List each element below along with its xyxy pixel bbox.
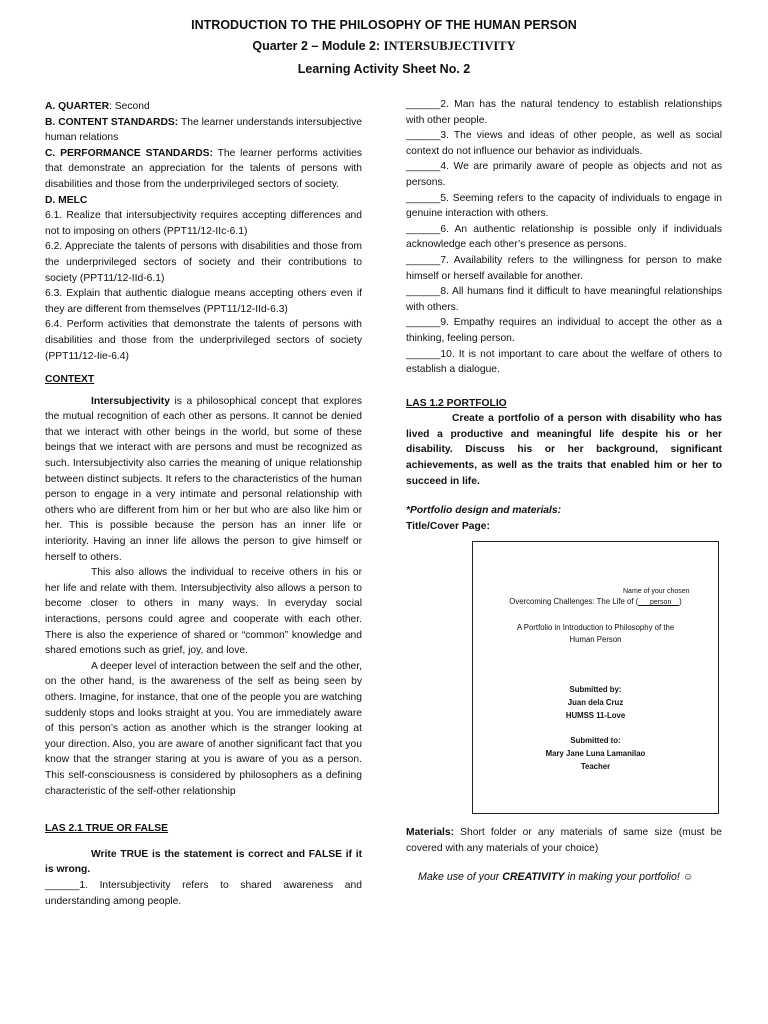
title-cover-label: Title/Cover Page:	[406, 520, 490, 532]
context-paragraph-1	[45, 394, 362, 566]
sheet-number: Learning Activity Sheet No. 2	[297, 62, 471, 76]
content-standards	[45, 115, 362, 146]
true-false-item-6: ______6. An authentic relationship is possible only if individuals acknowledge each other’s presence as persons.	[406, 223, 722, 251]
cover-title-suffix: )	[679, 597, 682, 606]
quarter-label: A. QUARTER	[45, 101, 110, 112]
cover-page-sample	[472, 541, 719, 814]
melc-item: 6.1. Realize that intersubjectivity requires accepting differences and not to imposing on others (PPT11/12-IIc-6.1)	[45, 210, 362, 237]
true-false-item-2: ______2. Man has the natural tendency to establish relationships with other people.	[406, 99, 722, 126]
materials-text: Short folder or any materials of same size (must be covered with any materials of your choice)	[406, 827, 722, 854]
intersubjectivity-term: Intersubjectivity	[91, 395, 170, 407]
true-false-item-8: ______8. All humans find it difficult to have meaningful relationships with others.	[406, 286, 722, 313]
true-false-item-4: ______4. We are primarily aware of people as objects and not as persons.	[406, 161, 722, 188]
cover-subtitle-line-1: A Portfolio in Introduction to Philosophy of the	[516, 623, 675, 632]
materials-note	[406, 825, 722, 856]
context-heading: CONTEXT	[45, 374, 95, 386]
context-paragraph-2: This also allows the individual to receive others in his or her life and relate with them. Intersubjectivity also allows a person to become closer to others in many ways. In everyday social interactions, persons could agree and cooperate with each other. There is also the experience of shared or “common” knowledge and shared emotions such as grief, joy, and love.	[45, 567, 362, 657]
submitted-to-name: Mary Jane Luna Lamanilao	[545, 749, 646, 758]
submitted-by-section: HUMSS 11-Love	[565, 711, 626, 720]
cover-subtitle-line-2: Human Person	[569, 635, 622, 644]
las12-heading: LAS 1.2 PORTFOLIO	[406, 397, 507, 409]
true-false-item-3: ______3. The views and ideas of other people, as well as social context do not influence our behavior as individuals.	[406, 130, 722, 157]
content-standards-text: The learner understands intersubjective human relations	[45, 116, 363, 144]
quarter-row	[45, 99, 362, 115]
submitted-by-label: Submitted by:	[569, 685, 622, 694]
true-false-item-9: ______9. Empathy requires an individual to accept the other as a thinking, feeling person.	[406, 317, 722, 344]
performance-standards	[45, 146, 362, 193]
true-false-item-1: ______1. Intersubjectivity refers to shared awareness and understanding among people.	[45, 879, 362, 907]
module-topic: INTERSUBJECTIVITY	[383, 39, 516, 53]
submitted-to-role: Teacher	[580, 762, 611, 771]
quarter-module-label: Quarter 2 – Module 2:	[252, 39, 381, 53]
melc-item: 6.4. Perform activities that demonstrate the talents of persons with disabilities and those from the underprivileged sectors of society (PPT11/12-Iie-6.4)	[45, 319, 362, 362]
melc-item: 6.2. Appreciate the talents of persons with disabilities and those from the underprivileged sectors of society and their contributions to society (PPT11/12-IId-6.1)	[45, 241, 362, 284]
quarter-value: : Second	[109, 101, 150, 112]
module-line	[0, 39, 768, 54]
true-false-item-10: ______10. It is not important to care about the welfare of others to establish a dialogue.	[406, 348, 722, 376]
las21-heading: LAS 2.1 TRUE OR FALSE	[45, 823, 169, 835]
cover-title	[473, 596, 718, 609]
melc-label: D. MELC	[45, 194, 88, 206]
cover-title-prefix: Overcoming Challenges: The Life of (	[509, 597, 639, 606]
content-standards-label: B. CONTENT STANDARDS:	[45, 116, 179, 128]
cover-title-blank-text: person	[649, 599, 672, 606]
performance-standards-text: The learner performs activities that demonstrate an appreciation for the talents of persons with disabilities and those from the underprivileged sectors of society.	[45, 147, 362, 190]
creativity-word: CREATIVITY	[502, 871, 565, 883]
context-paragraph-1-text: is a philosophical concept that explores the mutual recognition of each other as persons. It cannot be denied that we interact with other beings in the world, but some of these beings that we interact with are persons and must be recognized as such. Intersubjectivity also carries the meaning of unique relationship between distinct subjects. It refers to the characteristics of the human person to engage in a very intimate and personal relationship with others who are different from him or her but who are also like him or her. This is possible because the person has an inner life or interiority. Having an inner life allows the person to give himself or herself to others.	[45, 395, 362, 563]
materials-label: Materials:	[406, 827, 455, 838]
submitted-by-name: Juan dela Cruz	[567, 698, 624, 707]
las21-instruction: Write TRUE is the statement is correct and FALSE if it is wrong.	[45, 848, 362, 876]
document-title: INTRODUCTION TO THE PHILOSOPHY OF THE HUMAN PERSON	[191, 18, 577, 32]
cover-name-hint: Name of your chosen	[623, 588, 690, 595]
portfolio-design-heading: *Portfolio design and materials:	[406, 505, 562, 517]
melc-item: 6.3. Explain that authentic dialogue means accepting others even if they are different from themselves (PPT11/12-IId-6.3)	[45, 288, 362, 315]
true-false-item-5: ______5. Seeming refers to the capacity of individuals to engage in genuine interaction with others.	[406, 192, 722, 220]
submitted-to-label: Submitted to:	[570, 736, 621, 745]
context-paragraph-3: A deeper level of interaction between the self and the other, on the other hand, is the awareness of the self as being seen by others. Imagine, for instance, that one of the people you are watching suddenly stops and looks straight at you. You are immediately aware of this person’s action as another which is the stranger looking at your direction. Also, you are aware of another significant fact that you know that the stranger staring at you is aware of you as a person. This self-consciousness is considered by philosophers as a defining characteristic of the self-other relationship	[45, 660, 362, 797]
true-false-item-7: ______7. Availability refers to the willingness for person to make himself or herself available for another.	[406, 254, 722, 282]
cover-title-blank	[638, 599, 679, 606]
performance-standards-label: C. PERFORMANCE STANDARDS:	[45, 147, 213, 159]
creativity-note-prefix: Make use of your	[418, 871, 503, 883]
right-column	[406, 97, 722, 534]
las12-instruction: Create a portfolio of a person with disability who has lived a productive and meaningful life despite his or her disability. Discuss his or her background, significant achievements, as well as the traits that enabled him or her to succeed in life.	[406, 413, 722, 487]
left-column	[45, 99, 362, 909]
creativity-note-suffix: in making your portfolio! ☺	[564, 871, 694, 883]
creativity-note	[418, 871, 718, 883]
